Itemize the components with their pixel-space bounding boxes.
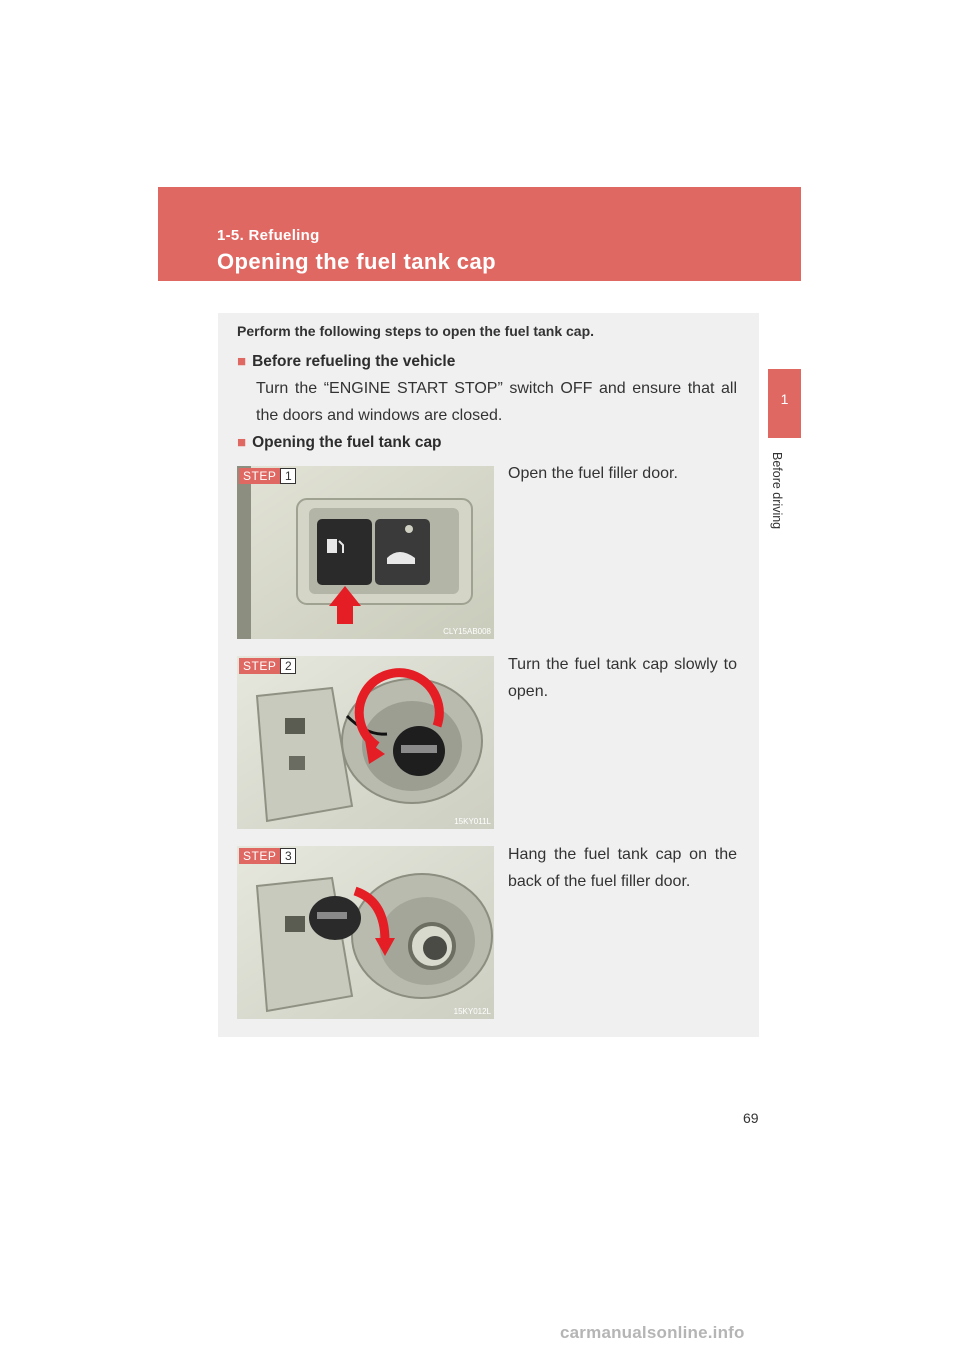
watermark[interactable]: carmanualsonline.info [560,1323,745,1342]
chapter-label: Before driving [770,452,784,530]
chapter-tab [768,369,801,438]
chapter-label-container [770,452,784,542]
page-title: Opening the fuel tank cap [217,249,496,274]
before-refueling-paragraph: Turn the “ENGINE START STOP” switch OFF and ensure that all the doors and windows are closed. [256,380,737,424]
fuel-cap-hanging-image [237,846,494,1019]
image-code: 15KY012L [453,1007,491,1016]
step-label: STEP [239,848,280,864]
page-number: 69 [743,1110,759,1126]
step-2-text: Turn the fuel tank cap slowly to open. [508,656,737,700]
content-panel [218,313,759,1037]
subheading-opening-cap [237,434,442,452]
step-1-illustration [237,466,494,639]
fuel-door-opener-switch-image [237,466,494,639]
section-header [158,187,801,281]
subheading-text: Before refueling the vehicle [252,353,456,370]
image-code: CLY15AB008 [443,627,491,636]
chapter-number: 1 [780,391,789,407]
fuel-cap-turning-image [237,656,494,829]
step-1-text: Open the fuel filler door. [508,465,678,482]
step-badge [239,658,296,674]
step-badge [239,468,296,484]
step-label: STEP [239,468,280,484]
intro-text: Perform the following steps to open the fuel tank cap. [237,323,595,339]
subheading-before-refueling [237,353,455,371]
subheading-text: Opening the fuel tank cap [252,434,442,451]
step-3-text: Hang the fuel tank cap on the back of the fuel filler door. [508,846,737,890]
step-label: STEP [239,658,280,674]
step-badge [239,848,296,864]
step-3-illustration [237,846,494,1019]
square-bullet-icon: ■ [237,353,247,370]
step-2-illustration [237,656,494,829]
step-number: 1 [280,468,296,484]
step-number: 2 [280,658,296,674]
step-number: 3 [280,848,296,864]
image-code: 15KY011L [454,817,491,826]
section-label: 1-5. Refueling [217,227,320,244]
square-bullet-icon: ■ [237,434,247,451]
